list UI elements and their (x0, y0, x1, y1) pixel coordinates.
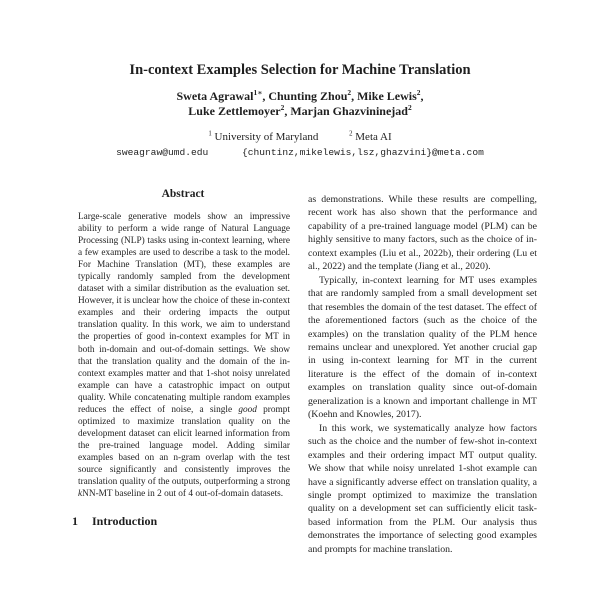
right-column (308, 188, 537, 556)
abstract-text: Large-scale generative models show an impressive ability to perform a wide range of Natural Language Processing (NLP) tasks using in-context learning, where a few examples are used to describe a task to the model. For Machine Translation (MT), these examples are typically randomly sampled from the development dataset with a similar distribution as the evaluation set. However, it is unclear how the choice of these in-context examples and their ordering impacts the output translation quality. In this work, we aim to understand the properties of good in-context examples for MT in both in-domain and out-of-domain settings. We show that the translation quality and the domain of the in-context examples matter and that 1-shot noisy unrelated example can have a catastrophic impact on output quality. While concatenating multiple random examples reduces the effect of noise, a single good prompt optimized to maximize translation quality on the development dataset can elicit learned information from the pre-trained language model. Adding similar examples based on an n-gram overlap with the test source significantly and consistently improves the translation quality of the outputs, outperforming a strong kNN-MT baseline in 2 out of 4 out-of-domain datasets. (78, 212, 291, 500)
author-block (0, 89, 600, 119)
email-umd: sweagraw@umd.edu (116, 147, 209, 158)
author-name: Chunting Zhou$^2$, (268, 88, 358, 103)
author-name: Luke Zettlemoyer$^2$, (188, 103, 291, 118)
emphasis-good: good (238, 404, 257, 415)
author-line-1 (0, 89, 600, 104)
author-name: Marjan Ghazvininejad$^2$ (290, 103, 412, 118)
emphasis-k: k (78, 489, 83, 500)
author-affiliation-mark: 1∗ (253, 88, 263, 97)
abstract-heading: Abstract (161, 188, 205, 200)
author-name: Sweta Agrawal$^{1∗}$, (176, 88, 269, 103)
affiliation: $^2$ Meta AI (349, 130, 392, 143)
two-column-body (0, 188, 600, 556)
section-title: Introduction (92, 514, 158, 529)
left-column (72, 188, 294, 556)
intro-paragraph: In this work, we systematically analyze how factors such as the choice and the number of few-shot in-context examples and their ordering impact MT output quality. We show that while noisy unrelated 1-shot example can have a significantly adverse effect on translation quality, a single prompt optimized to maximize the translation quality on a development set can sufficiently elicit task-based information from the PLM. Our analysis thus demonstrates the importance of selecting good examples and prompts for machine translation. (308, 422, 537, 555)
author-affiliation-mark: 2 (280, 103, 285, 112)
author-affiliation-mark: 2 (347, 88, 352, 97)
email-meta: {chuntinz,mikelewis,lsz,ghazvini}@meta.com (242, 147, 484, 158)
intro-paragraph: Typically, in-context learning for MT uses examples that are randomly sampled from a small development set that resembles the domain of the test dataset. The effect of the aforementioned factors (such as the choice of the examples) on the translation quality of the PLM hence remains unclear and unexplored. Yet another crucial gap in using in-context learning for MT in the current literature is the effect of the domain of in-context examples on translation quality since out-of-domain generalization is a known and important challenge in MT (Koehn and Knowles, 2017). (308, 274, 537, 421)
email-line (0, 146, 600, 159)
affiliation: $^1$ University of Maryland (208, 130, 319, 143)
paper-title: In-context Examples Selection for Machine Translation (129, 62, 471, 78)
section-heading-introduction (72, 514, 294, 529)
author-name: Mike Lewis$^2$, (357, 88, 424, 103)
intro-paragraph: as demonstrations. While these results are compelling, recent work has also shown that the performance and capability of a pre-trained language model (PLM) can be highly sensitive to many factors, such as the choice of in-context examples (Liu et al., 2022b), their ordering (Lu et al., 2022) and the template (Jiang et al., 2020). (308, 194, 537, 273)
author-affiliation-mark: 2 (407, 103, 412, 112)
affiliation-line (0, 131, 600, 144)
author-affiliation-mark: 2 (416, 88, 421, 97)
section-number: 1 (72, 514, 78, 529)
author-line-2 (0, 104, 600, 119)
